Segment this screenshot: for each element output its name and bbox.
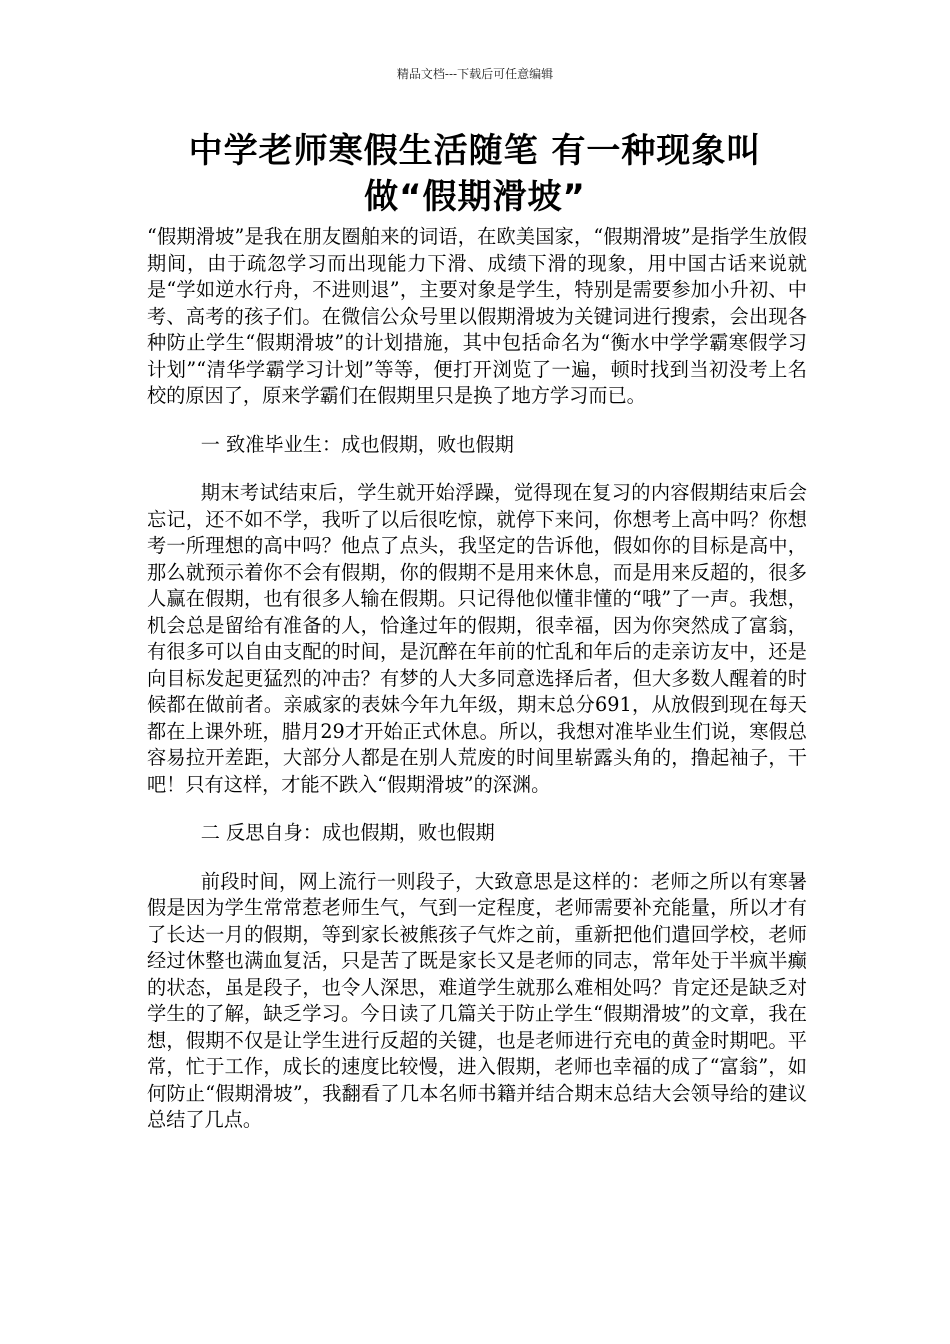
section-2-heading: 二 反思自身：成也假期，败也假期 bbox=[200, 821, 495, 844]
section-1-paragraph: 期末考试结束后，学生就开始浮躁，觉得现在复习的内容假期结束后会忘记，还不如不学，我听了以后很吃惊，就停下来问，你想考上高中吗？你想考一所理想的高中吗？他点了点头，我坚定的告诉他，假如你的目标是高中，那么就预示着你不会有假期，你的假期不是用来休息，而是用来反超的，很多人赢在假期，也有很多人输在假期。只记得他似懂非懂的“哦”了一声。我想，机会总是留给有准备的人，恰逢过年的假期，很幸福，因为你突然成了富翁，有很多可以自由支配的时间，是沉醉在年前的忙乱和年后的走亲访友中，还是向目标发起更猛烈的冲击？有梦的人大多同意选择后者，但大多数人醒着的时候都在做前者。亲戚家的表妹今年九年级，期末总分691，从放假到现在每天都在上课外班，腊月29才开始正式休息。所以，我想对准毕业生们说，寒假总容易拉开差距，大部分人都是在别人荒废的时间里崭露头角的，撸起袖子，干吧！只有这样，才能不跌入“假期滑坡”的深渊。 bbox=[147, 481, 807, 796]
paragraph-gap bbox=[147, 798, 807, 820]
header-note: 精品文档---下载后可任意编辑 bbox=[396, 67, 554, 81]
paragraph-gap bbox=[147, 458, 807, 480]
section-2-paragraph: 前段时间，网上流行一则段子，大致意思是这样的：老师之所以有寒暑假是因为学生常常惹老师生气，气到一定程度，老师需要补充能量，所以才有了长达一月的假期，等到家长被熊孩子气炸之前，重新把他们遣回学校，老师经过休整也满血复活，只是苦了既是家长又是老师的同志，常年处于半疯半癫的状态，虽是段子，也令人深思，难道学生就那么难相处吗？肯定还是缺乏对学生的了解，缺乏学习。今日读了几篇关于防止学生“假期滑坡”的文章，我在想，假期不仅是让学生进行反超的关键，也是老师进行充电的黄金时期吧。平常，忙于工作，成长的速度比较慢，进入假期，老师也幸福的成了“富翁”，如何防止“假期滑坡”，我翻看了几本名师书籍并结合期末总结大会领导给的建议总结了几点。 bbox=[147, 869, 807, 1131]
title-line-2: 做“假期滑坡” bbox=[364, 177, 586, 217]
article-body bbox=[147, 224, 807, 1134]
section-1-heading: 一 致准毕业生：成也假期，败也假期 bbox=[200, 432, 514, 456]
document-title bbox=[140, 128, 810, 220]
title-line-1: 中学老师寒假生活随笔 有一种现象叫 bbox=[188, 131, 762, 171]
paragraph-gap bbox=[147, 847, 807, 869]
intro-paragraph: “假期滑坡”是我在朋友圈舶来的词语，在欧美国家，“假期滑坡”是指学生放假期间，由于疏忽学习而出现能力下滑、成绩下滑的现象，用中国古话来说就是“学如逆水行舟，不进则退”，主要对象是学生，特别是需要参加小升初、中考、高考的孩子们。在微信公众号里以假期滑坡为关键词进行搜索，会出现各种防止学生“假期滑坡”的计划措施，其中包括命名为“衡水中学学霸寒假学习计划”“清华学霸学习计划”等等，便打开浏览了一遍，顿时找到当初没考上名校的原因了，原来学霸们在假期里只是换了地方学习而已。 bbox=[147, 225, 807, 407]
paragraph-gap bbox=[147, 410, 807, 432]
